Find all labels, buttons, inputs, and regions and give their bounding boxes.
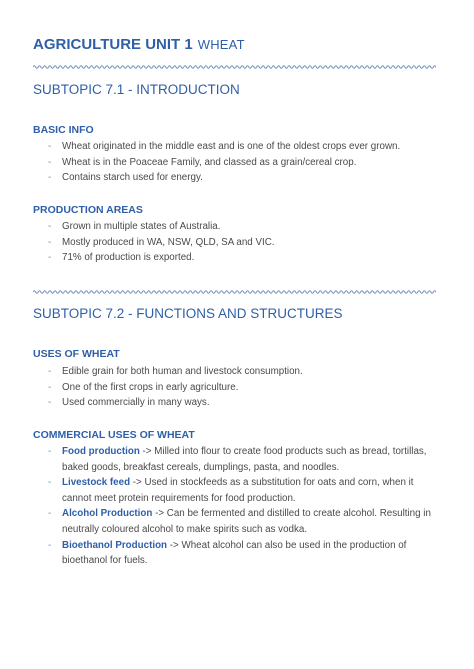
list-item: - 71% of production is exported. [48,250,440,266]
list-item: - Food production -> Milled into flour to create food products such as bread, tortillas, baked goods, breakfast cereals, dumplings, pasta, and noodles. [48,446,427,473]
bullet-dash: - [48,172,52,184]
bullet-dash: - [48,508,52,520]
uses-of-wheat-list [48,364,440,411]
list-item: - Edible grain for both human and livestock consumption. [48,364,440,380]
use-term: Food production [62,446,140,457]
bullet-dash: - [48,252,52,264]
commercial-uses-list [48,444,440,569]
use-term: Alcohol Production [62,508,153,520]
title-main: AGRICULTURE UNIT 1 [33,36,193,53]
bullet-dash: - [48,381,52,393]
bullet-dash: - [48,366,52,377]
bullet-dash: - [48,477,52,489]
bullet-dash: - [48,156,52,168]
bullet-dash: - [48,221,52,232]
list-item: - Alcohol Production -> Can be fermented and distilled to create alcohol. Resulting in neutrally coloured alcohol to make spirits such as vodka. [48,508,431,535]
document-title [33,36,245,53]
wavy-divider [33,289,436,295]
list-item: - Contains starch used for energy. [48,170,440,186]
wavy-divider [33,64,436,70]
list-item: - Mostly produced in WA, NSW, QLD, SA and VIC. [48,235,440,251]
use-term: Bioethanol Production [62,539,168,551]
production-areas-heading: PRODUCTION AREAS [33,204,143,216]
commercial-uses-heading: COMMERCIAL USES OF WHEAT [33,429,195,441]
list-item: - Bioethanol Production -> Wheat alcohol can also be used in the production of bioethanol for fuels. [48,539,407,567]
use-term: Livestock feed [62,477,131,489]
basic-info-heading: BASIC INFO [33,124,94,136]
bullet-dash: - [48,397,52,409]
bullet-dash: - [48,141,52,152]
list-item: - Wheat originated in the middle east and is one of the oldest crops ever grown. [48,139,440,155]
title-sub: WHEAT [197,37,245,52]
bullet-dash: - [48,236,52,248]
list-item: - One of the first crops in early agriculture. [48,380,440,396]
bullet-dash: - [48,539,52,551]
subtopic-7-2-title: SUBTOPIC 7.2 - FUNCTIONS AND STRUCTURES [33,306,343,321]
list-item: - Livestock feed -> Used in stockfeeds as a substitution for oats and corn, when it cannot meet protein requirements for food production. [48,477,414,504]
bullet-dash: - [48,446,52,457]
list-item: - Wheat is in the Poaceae Family, and classed as a grain/cereal crop. [48,155,440,171]
uses-of-wheat-heading: USES OF WHEAT [33,348,120,360]
list-item: - Grown in multiple states of Australia. [48,219,440,235]
subtopic-7-1-title: SUBTOPIC 7.1 - INTRODUCTION [33,82,240,97]
production-areas-list [48,219,440,266]
basic-info-list [48,139,440,186]
list-item: - Used commercially in many ways. [48,395,440,411]
